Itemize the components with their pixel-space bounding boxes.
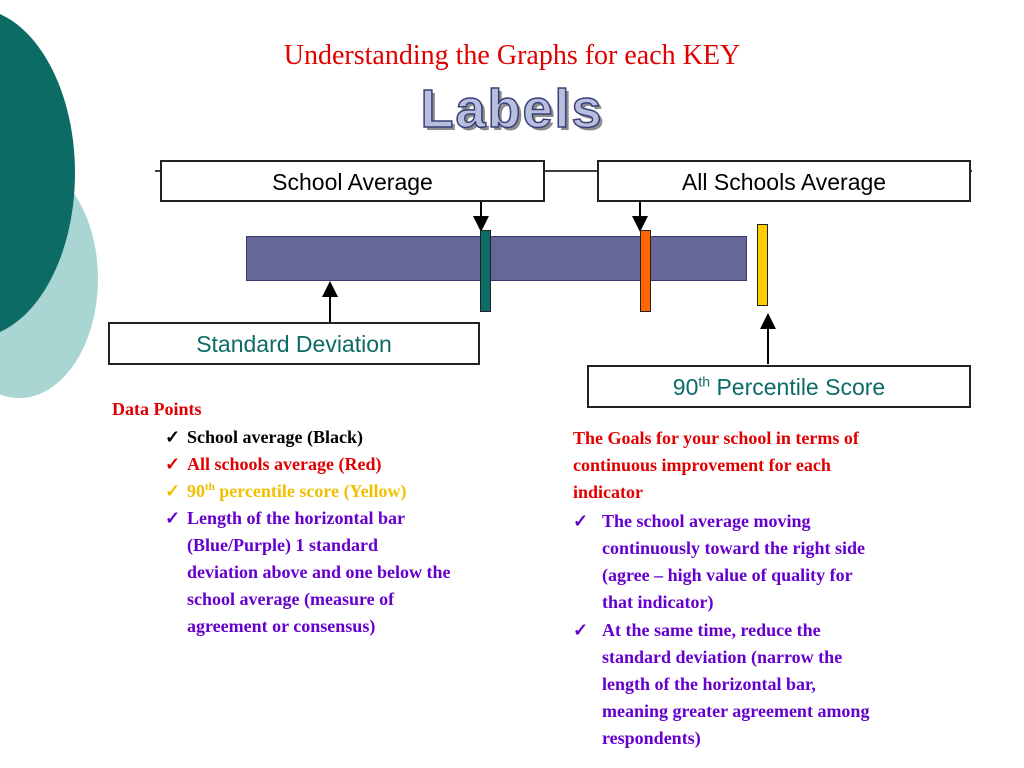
goals-line: continuous improvement for each — [573, 455, 831, 475]
data-point-line: (Blue/Purple) 1 standard — [187, 535, 379, 555]
goal-line: respondents) — [602, 728, 701, 748]
goal-line: meaning greater agreement among — [602, 701, 870, 721]
school-average-label-box — [160, 160, 545, 202]
data-point-line: deviation above and one below the — [187, 562, 451, 582]
goals-line: indicator — [573, 482, 643, 502]
goals-intro — [573, 425, 963, 506]
data-point-percentile — [165, 478, 535, 505]
data-point-line: agreement or consensus) — [187, 616, 376, 636]
labels-wordart: Labels — [420, 79, 604, 139]
goal-line: that indicator) — [602, 592, 714, 612]
goal-item-reduce-sd — [573, 617, 963, 752]
data-point-school — [165, 424, 535, 451]
all-schools-average-marker — [640, 230, 651, 312]
checkmark-icon: ✓ — [573, 620, 589, 640]
data-point-number: 90 — [187, 481, 205, 501]
percentile-label-number: 90 — [672, 374, 699, 400]
data-point-text: percentile score (Yellow) — [214, 481, 407, 501]
goal-line: length of the horizontal bar, — [602, 674, 816, 694]
school-average-marker — [480, 230, 491, 312]
checkmark-icon: ✓ — [165, 427, 181, 447]
all-schools-average-label-box — [597, 160, 971, 202]
data-point-text: School average (Black) — [187, 427, 363, 447]
goal-line: standard deviation (narrow the — [602, 647, 843, 667]
goal-line: At the same time, reduce the — [602, 620, 821, 640]
standard-deviation-label-box — [108, 322, 480, 365]
data-point-sup: th — [205, 481, 215, 493]
data-point-all-schools — [165, 451, 535, 478]
goal-line: The school average moving — [602, 511, 811, 531]
standard-deviation-bar — [246, 236, 747, 281]
percentile-label-sup: th — [698, 373, 711, 390]
goal-line: continuously toward the right side — [602, 538, 866, 558]
goal-line: (agree – high value of quality for — [602, 565, 853, 585]
percentile-label-text: Percentile Score — [710, 374, 886, 400]
goals-line: The Goals for your school in terms of — [573, 428, 859, 448]
data-point-line: Length of the horizontal bar — [187, 508, 405, 528]
data-points-heading: Data Points — [112, 399, 202, 419]
data-point-text: All schools average (Red) — [187, 454, 382, 474]
percentile-label-box — [587, 365, 971, 408]
data-point-line: school average (measure of — [187, 589, 395, 609]
goal-item-moving-right — [573, 508, 963, 616]
school-average-label: School Average — [272, 169, 433, 195]
slide-title: Understanding the Graphs for each KEY — [283, 40, 741, 71]
standard-deviation-label: Standard Deviation — [196, 331, 392, 357]
checkmark-icon: ✓ — [165, 481, 181, 501]
checkmark-icon: ✓ — [165, 454, 181, 474]
percentile-90-marker — [757, 224, 768, 306]
checkmark-icon: ✓ — [165, 508, 181, 528]
data-point-bar-length — [165, 505, 535, 640]
checkmark-icon: ✓ — [573, 511, 589, 531]
all-schools-average-label: All Schools Average — [681, 169, 887, 195]
